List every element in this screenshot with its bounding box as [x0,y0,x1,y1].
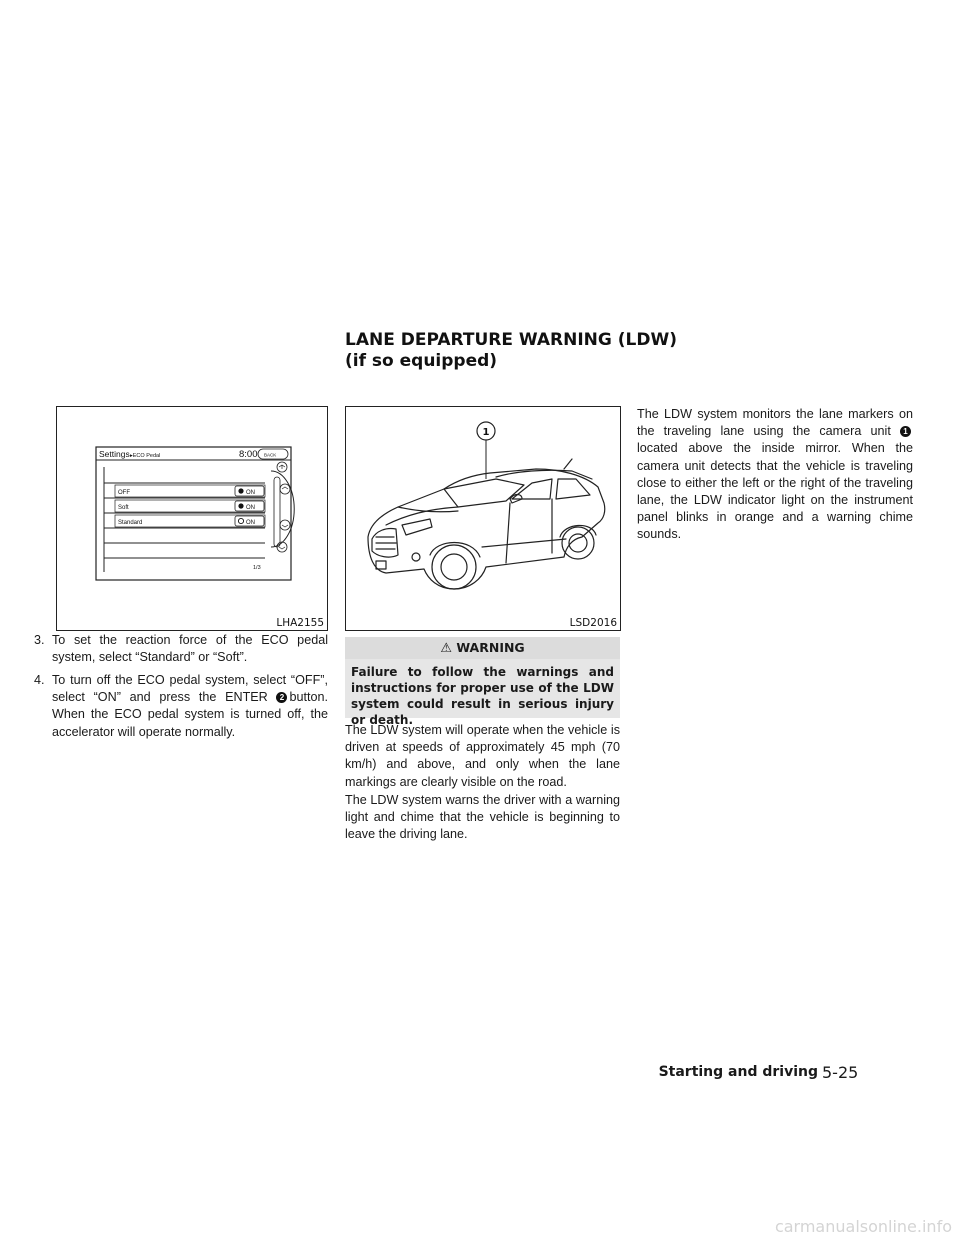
screen-page-indicator: 1/3 [253,565,261,571]
list-item: 3. To set the reaction force of the ECO pedal system, select “Standard” or “Soft”. [34,633,328,665]
watermark: carmanualsonline.info [774,1217,952,1236]
screen-breadcrumb: Settings [99,449,130,459]
screen-clock: 8:00 [239,449,258,460]
figure-vehicle-camera [345,406,621,631]
screen-row-value: ON [246,505,255,511]
warning-heading: ⚠ WARNING [345,637,620,659]
page-number: 5-25 [822,1063,859,1082]
warning-triangle-icon: ⚠ [440,641,452,656]
section-title: LANE DEPARTURE WARNING (LDW) (if so equipped) [345,330,677,371]
svg-text:▸ECO Pedal: ▸ECO Pedal [130,453,161,459]
enter-button-callout: 2 [276,692,287,703]
screen-row-value: ON [246,490,255,496]
settings-screen-illustration [57,407,326,629]
figure-eco-pedal-screen [56,406,328,631]
figure-label: LSD2016 [569,617,617,629]
screen-breadcrumb-sub: ECO Pedal [132,453,161,459]
paragraph: The LDW system monitors the lane markers on the traveling lane using the camera unit 1located above the inside mirror. When the camera unit detects that the vehicle is traveling close to either the left or the right of the traveling lane, the LDW indicator light on the instrument panel blinks in orange and a warning chime sounds. [637,407,913,542]
list-item: 4. To turn off the ECO pedal system, select “OFF”, select “ON” and press the ENTER 2 button. When the ECO pedal system is turned off, the accelerator will operate normally. [34,673,328,739]
paragraph: The LDW system warns the driver with a warning light and chime that the vehicle is beginning to leave the driving lane. [345,793,620,842]
screen-row-value: ON [246,520,255,526]
camera-unit-callout: 1 [900,426,911,437]
camera-callout-number: 1 [482,427,490,438]
footer-chapter-title: Starting and driving [658,1064,818,1080]
figure-label: LHA2155 [276,617,324,629]
paragraph: The LDW system will operate when the vehicle is driven at speeds of approximately 45 mph (70 km/h) and above, and only when the lane markings are clearly visible on the road. [345,723,620,789]
screen-back-button: BACK [264,452,277,458]
screen-row-label: Standard [118,520,143,526]
screen-row-label: OFF [118,490,130,496]
vehicle-illustration [346,407,619,629]
warning-text: Failure to follow the warnings and instructions for proper use of the LDW system could result in serious injury or death. [345,659,620,718]
screen-row-label: Soft [118,505,129,511]
